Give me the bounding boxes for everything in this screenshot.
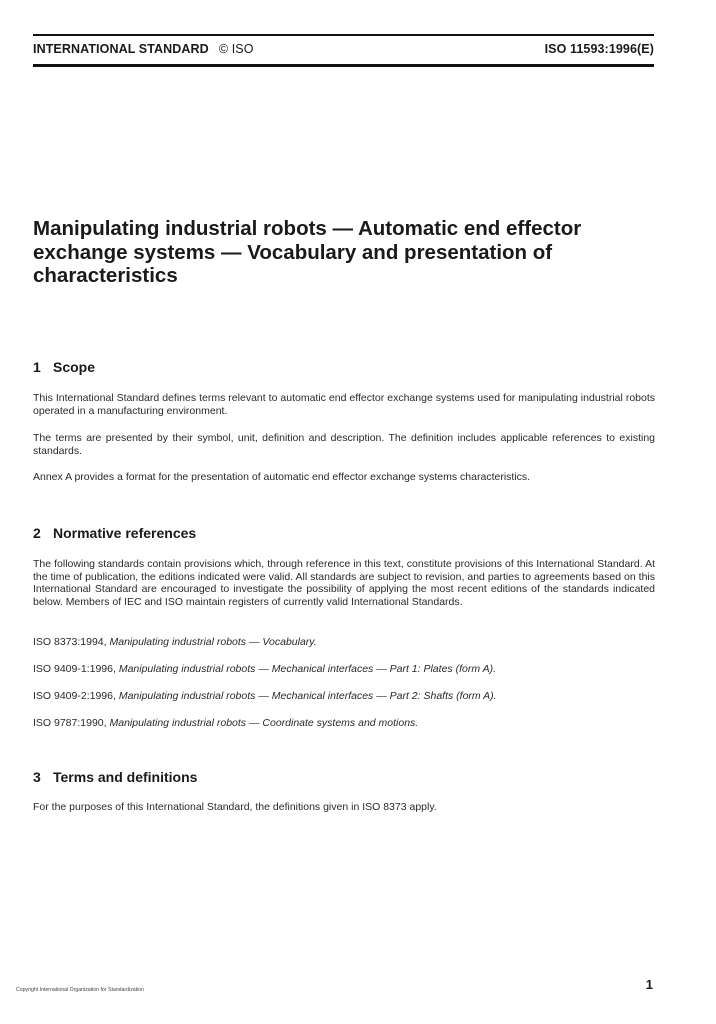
iso-copyright-mark: © ISO [218, 42, 254, 56]
reference-item [33, 663, 655, 676]
section-heading-terms-and-definitions [33, 769, 197, 785]
paragraph: The following standards contain provisions which, through reference in this text, constitute provisions of this International Standard. At the time of publication, the editions indicated were valid. All standards are subject to revision, and parties to agreements based on this International Standard are encouraged to investigate the possibility of applying the most recent editions of the standards indicated below. Members of IEC and ISO maintain registers of currently valid International Standards. [33, 558, 655, 609]
document-title: Manipulating industrial robots — Automatic end effector exchange systems — Vocabulary and presentation of characteristics [33, 217, 582, 287]
header-rule-bottom [33, 64, 654, 67]
reference-code: ISO 9409-2:1996, [33, 690, 116, 702]
paragraph: For the purposes of this International Standard, the definitions given in ISO 8373 apply. [33, 801, 437, 813]
footer-copyright: Copyright International Organization for Standardization [16, 987, 145, 993]
reference-title: Manipulating industrial robots — Vocabulary. [109, 636, 317, 648]
reference-item [33, 690, 655, 703]
section-title: Normative references [53, 525, 197, 541]
reference-item [33, 717, 655, 730]
document-number: ISO 11593:1996(E) [544, 42, 654, 56]
paragraph: The terms are presented by their symbol, unit, definition and description. The definition includes applicable references to existing standards. [33, 432, 655, 457]
page-number: 1 [645, 977, 653, 992]
document-type: INTERNATIONAL STANDARD [33, 42, 209, 56]
reference-code: ISO 9409-1:1996, [33, 663, 116, 675]
paragraph: This International Standard defines terms relevant to automatic end effector exchange systems used for manipulating industrial robots operated in a manufacturing environment. [33, 392, 655, 417]
section-heading-normative-references [33, 525, 196, 541]
reference-title: Manipulating industrial robots — Mechanical interfaces — Part 1: Plates (form A). [118, 663, 497, 675]
section-number: 2 [33, 525, 41, 541]
reference-title: Manipulating industrial robots — Coordinate systems and motions. [109, 717, 419, 729]
reference-code: ISO 8373:1994, [33, 636, 107, 648]
section-title: Terms and definitions [53, 769, 198, 785]
section-number: 3 [33, 769, 41, 785]
reference-code: ISO 9787:1990, [33, 717, 107, 729]
header-left [33, 42, 254, 56]
header-rule-top [33, 34, 654, 36]
section-title: Scope [53, 359, 96, 375]
section-heading-scope [33, 359, 95, 375]
reference-title: Manipulating industrial robots — Mechanical interfaces — Part 2: Shafts (form A). [118, 690, 497, 702]
reference-item [33, 636, 655, 649]
section-number: 1 [33, 359, 41, 375]
paragraph: Annex A provides a format for the presentation of automatic end effector exchange systems characteristics. [33, 471, 531, 483]
